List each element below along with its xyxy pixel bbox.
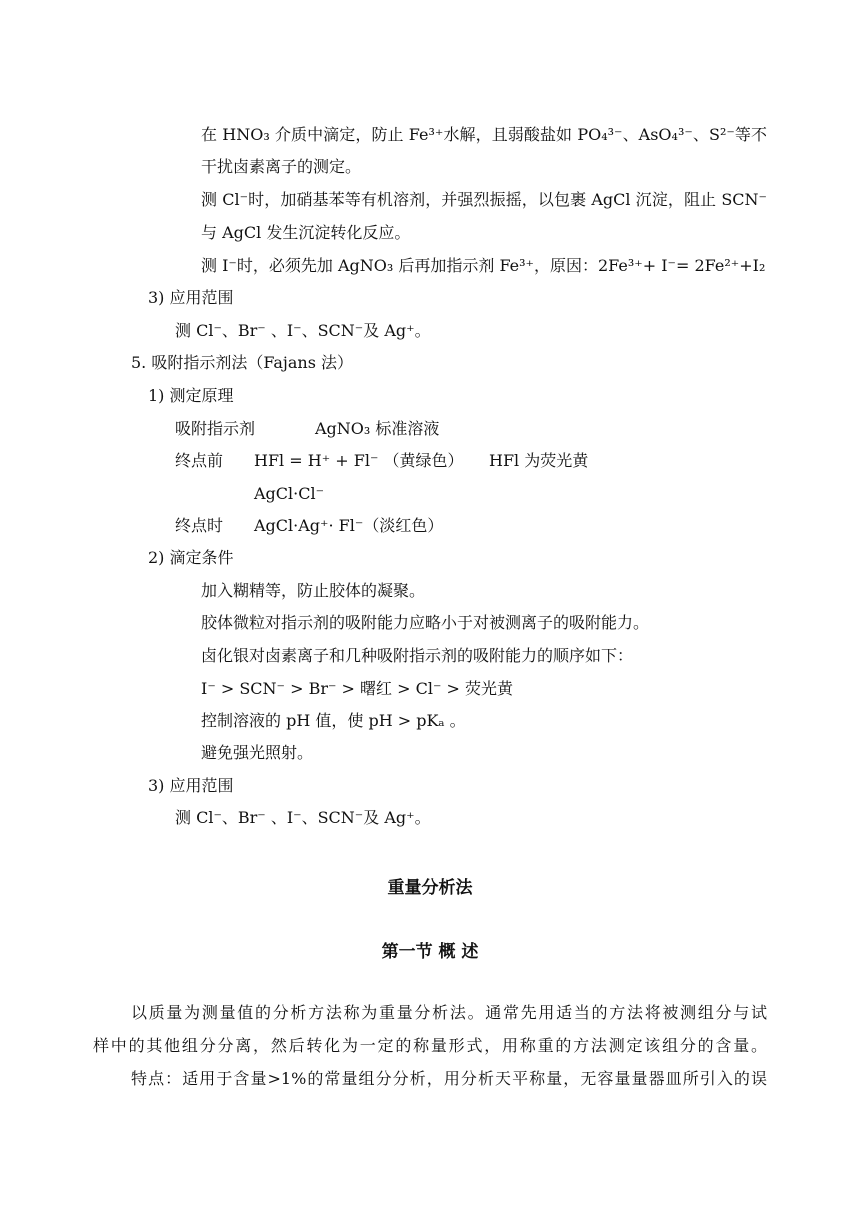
text-line: 避免强光照射。 [201, 743, 314, 762]
text-line: 测 Cl⁻、Br⁻ 、I⁻、SCN⁻及 Ag⁺。 [175, 808, 431, 827]
text-line: 测 Cl⁻、Br⁻ 、I⁻、SCN⁻及 Ag⁺。 [175, 321, 431, 340]
section-title: 第一节 概 述 [381, 942, 479, 962]
text-line: 终点时 [175, 516, 224, 535]
list-heading: 1) 测定原理 [148, 386, 234, 405]
text-line: 吸附指示剂 [175, 419, 256, 438]
chapter-title: 重量分析法 [387, 878, 473, 898]
text-line: 与 AgCl 发生沉淀转化反应。 [201, 223, 411, 242]
list-heading: 3) 应用范围 [148, 288, 234, 307]
equation: I⁻ > SCN⁻ > Br⁻ > 曙红 > Cl⁻ > 荧光黄 [201, 679, 513, 698]
text-line: 加入糊精等，防止胶体的凝聚。 [201, 581, 426, 600]
text-line: 干扰卤素离子的测定。 [201, 157, 362, 176]
list-heading: 3) 应用范围 [148, 776, 234, 795]
text-line: 终点前 [175, 451, 224, 470]
text-line: HFl 为荧光黄 [489, 451, 589, 470]
equation: AgCl·Ag⁺· Fl⁻（淡红色） [254, 516, 444, 535]
text-line: 测 Cl⁻时，加硝基苯等有机溶剂，并强烈振摇，以包裹 AgCl 沉淀，阻止 SCN⁻ [201, 190, 767, 209]
text-line: 测 I⁻时，必须先加 AgNO₃ 后再加指示剂 Fe³⁺，原因：2Fe³⁺+ I⁻= 2Fe²⁺+I₂ [201, 256, 766, 275]
section-heading: 5. 吸附指示剂法（Fajans 法） [131, 353, 354, 372]
text-line: 卤化银对卤素离子和几种吸附指示剂的吸附能力的顺序如下： [201, 646, 634, 665]
equation: AgCl·Cl⁻ [254, 484, 325, 503]
text-line: 胶体微粒对指示剂的吸附能力应略小于对被测离子的吸附能力。 [201, 613, 650, 632]
equation: HFl = H⁺ + Fl⁻ （黄绿色） [254, 451, 464, 470]
paragraph-line: 特点：适用于含量>1%的常量组分分析，用分析天平称量，无容量量器皿所引入的误 [131, 1069, 767, 1088]
paragraph-line: 以质量为测量值的分析方法称为重量分析法。通常先用适当的方法将被测组分与试 [131, 1003, 767, 1022]
list-heading: 2) 滴定条件 [148, 548, 234, 567]
text-line: 在 HNO₃ 介质中滴定，防止 Fe³⁺水解，且弱酸盐如 PO₄³⁻、AsO₄³⁻、S²⁻等不 [201, 125, 767, 144]
text-line: 控制溶液的 pH 值，使 pH > pKₐ 。 [201, 711, 466, 730]
paragraph-line: 样中的其他组分分离，然后转化为一定的称量形式，用称重的方法测定该组分的含量。 [93, 1036, 767, 1055]
text-line: AgNO₃ 标准溶液 [315, 419, 440, 438]
